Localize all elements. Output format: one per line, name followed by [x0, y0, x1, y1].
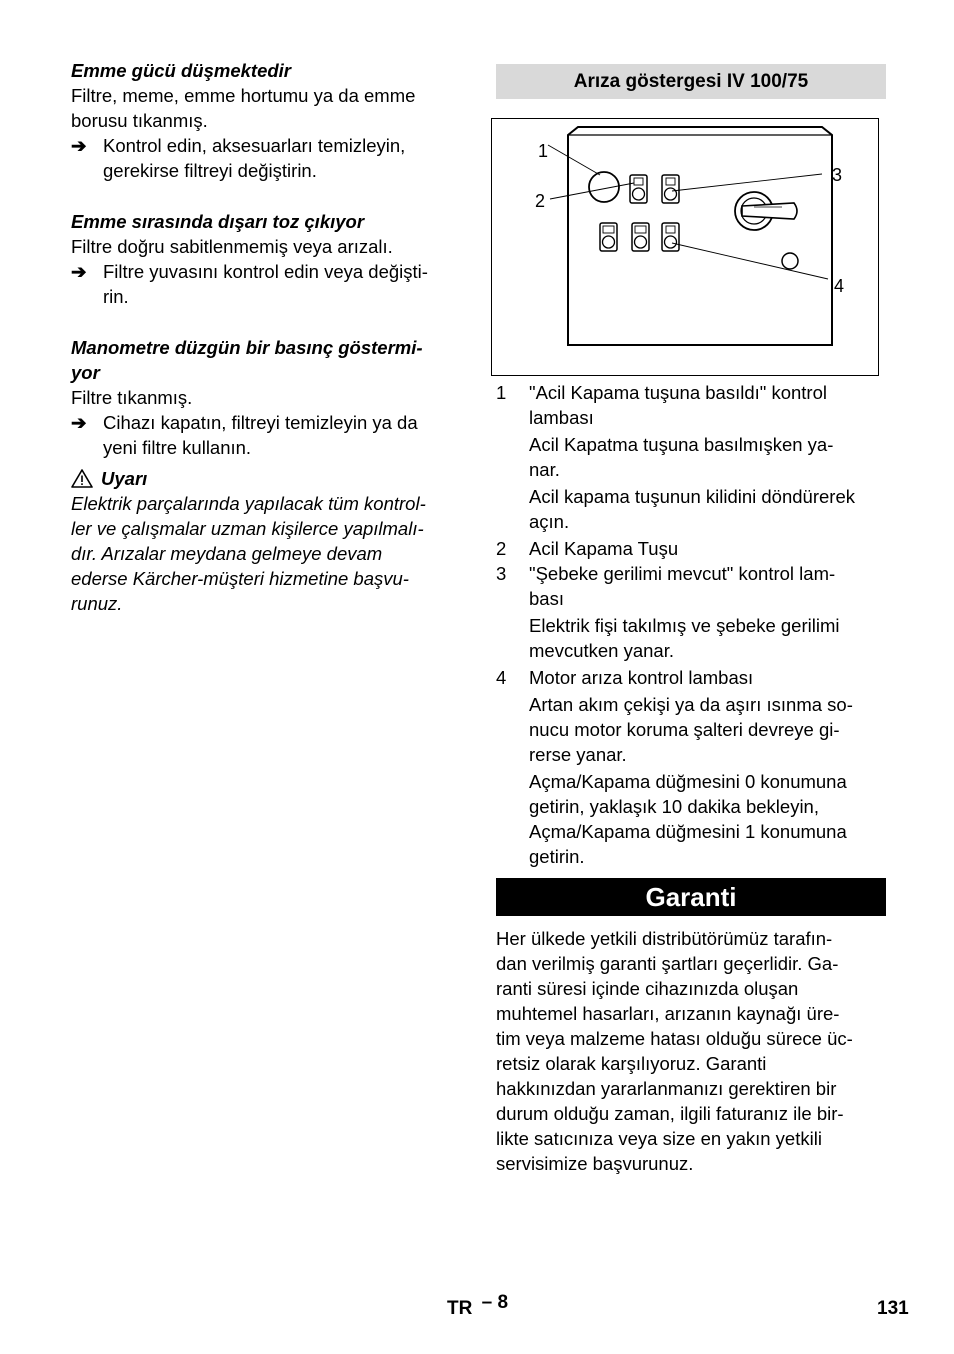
- legend-sub: Açma/Kapama düğmesini 0 konumuna getirin, yaklaşık 10 dakika bekleyin, Açma/Kapama düğmesini 1 konumuna getirin.: [529, 771, 847, 867]
- troubleshoot-section-1: [71, 58, 463, 183]
- legend-item-1: [496, 380, 886, 534]
- figure-legend: [496, 380, 886, 869]
- action-line: Cihazı kapatın, filtreyi temizleyin ya da: [103, 412, 418, 433]
- action-line: Filtre yuvasını kontrol edin veya değişti-: [103, 261, 428, 282]
- right-column: [496, 64, 886, 1176]
- action-item: [71, 259, 463, 309]
- troubleshoot-section-3: [71, 335, 463, 460]
- warning-line: Elektrik parçalarında yapılacak tüm kontrol-: [71, 493, 426, 514]
- arrow-right-icon: ➔: [71, 412, 87, 433]
- cause-line: Filtre doğru sabitlenmemiş veya arızalı.: [71, 236, 393, 257]
- legend-item-3: [496, 561, 886, 663]
- indicator-light-small: [782, 253, 798, 269]
- action-line: rin.: [103, 286, 129, 307]
- legend-text: bası: [529, 588, 564, 609]
- page-number: 131: [877, 1298, 909, 1319]
- legend-text: "Acil Kapama tuşuna basıldı" kontrol: [529, 382, 827, 403]
- action-item: [71, 410, 463, 460]
- legend-text: "Şebeke gerilimi mevcut" kontrol lam-: [529, 563, 836, 584]
- cause-line: Filtre, meme, emme hortumu ya da emme: [71, 85, 416, 106]
- arrow-right-icon: ➔: [71, 261, 87, 282]
- legend-number: 3: [496, 563, 507, 584]
- callout-3: 3: [832, 165, 843, 185]
- legend-number: 1: [496, 382, 507, 403]
- legend-text: Motor arıza kontrol lambası: [529, 667, 754, 688]
- section-title: Emme gücü düşmektedir: [71, 60, 292, 81]
- warning-block: [71, 466, 463, 616]
- cause-line: Filtre tıkanmış.: [71, 387, 193, 408]
- footer-section-page: – 8: [481, 1292, 509, 1313]
- cause-line: borusu tıkanmış.: [71, 110, 208, 131]
- legend-sub: Elektrik fişi takılmış ve şebeke gerilimi mevcutken yanar.: [529, 615, 840, 661]
- footer-language: TR – 8: [447, 1292, 509, 1319]
- callout-1: 1: [538, 141, 549, 161]
- callout-4: 4: [834, 276, 845, 296]
- indicator-lamp-a: [600, 223, 617, 251]
- main-switch-knob: [735, 192, 797, 230]
- indicator-lamp-b: [632, 223, 649, 251]
- garanti-heading: Garanti: [496, 878, 886, 916]
- action-line: Kontrol edin, aksesuarları temizleyin,: [103, 135, 406, 156]
- section-heading: Arıza göstergesi IV 100/75: [496, 64, 886, 99]
- warning-line: ler ve çalışmalar uzman kişilerce yapılmalı-: [71, 518, 424, 539]
- legend-number: 4: [496, 667, 507, 688]
- indicator-lamp-emergency: [630, 175, 647, 203]
- legend-sub: Acil kapama tuşunun kilidini döndürerek açın.: [529, 486, 855, 532]
- arrow-right-icon: ➔: [71, 135, 87, 156]
- troubleshoot-section-2: [71, 209, 463, 309]
- warning-line: ederse Kärcher-müşteri hizmetine başvu-: [71, 568, 409, 589]
- control-panel-diagram: [492, 119, 878, 375]
- warning-title: [71, 466, 463, 491]
- garanti-body: Her ülkede yetkili distribütörümüz tarafın- dan verilmiş garanti şartları geçerlidir. Ga- ranti süresi içinde cihazınızda oluşan muhtemel hasarları, arızanın kaynağı üre- tim veya malzeme hatası olduğu sürece üc- retsiz olarak karşılıyoruz. Garanti hakkınızdan yararlanmanızı gerektiren bir durum olduğu zaman, ilgili faturanız ile bir- likte satıcınıza veya size en yakın yetkili servisimize başvurunuz.: [496, 928, 853, 1174]
- legend-item-4: [496, 665, 886, 869]
- legend-sub: Acil Kapatma tuşuna basılmışken ya- nar.: [529, 434, 834, 480]
- callout-2: 2: [535, 191, 546, 211]
- action-line: yeni filtre kullanın.: [103, 437, 252, 458]
- legend-number: 2: [496, 538, 507, 559]
- legend-text: Acil Kapama Tuşu: [529, 538, 679, 559]
- warning-line: runuz.: [71, 593, 123, 614]
- action-line: gerekirse filtreyi değiştirin.: [103, 160, 317, 181]
- control-panel-figure: [491, 118, 879, 376]
- section-title: yor: [71, 362, 100, 383]
- section-title: Manometre düzgün bir basınç göstermi-: [71, 337, 423, 358]
- action-item: [71, 133, 463, 183]
- indicator-lamp-mains: [662, 175, 679, 203]
- legend-text: lambası: [529, 407, 594, 428]
- left-column: [71, 58, 463, 616]
- legend-item-2: [496, 536, 886, 561]
- section-title: Emme sırasında dışarı toz çıkıyor: [71, 211, 365, 232]
- legend-sub: Artan akım çekişi ya da aşırı ısınma so- nucu motor koruma şalteri devreye gi- rerse yanar.: [529, 694, 853, 765]
- warning-line: dır. Arızalar meydana gelmeye devam: [71, 543, 383, 564]
- warning-triangle-icon: [71, 469, 93, 488]
- indicator-lamp-motor-fault: [662, 223, 679, 251]
- warning-label: Uyarı: [101, 468, 148, 489]
